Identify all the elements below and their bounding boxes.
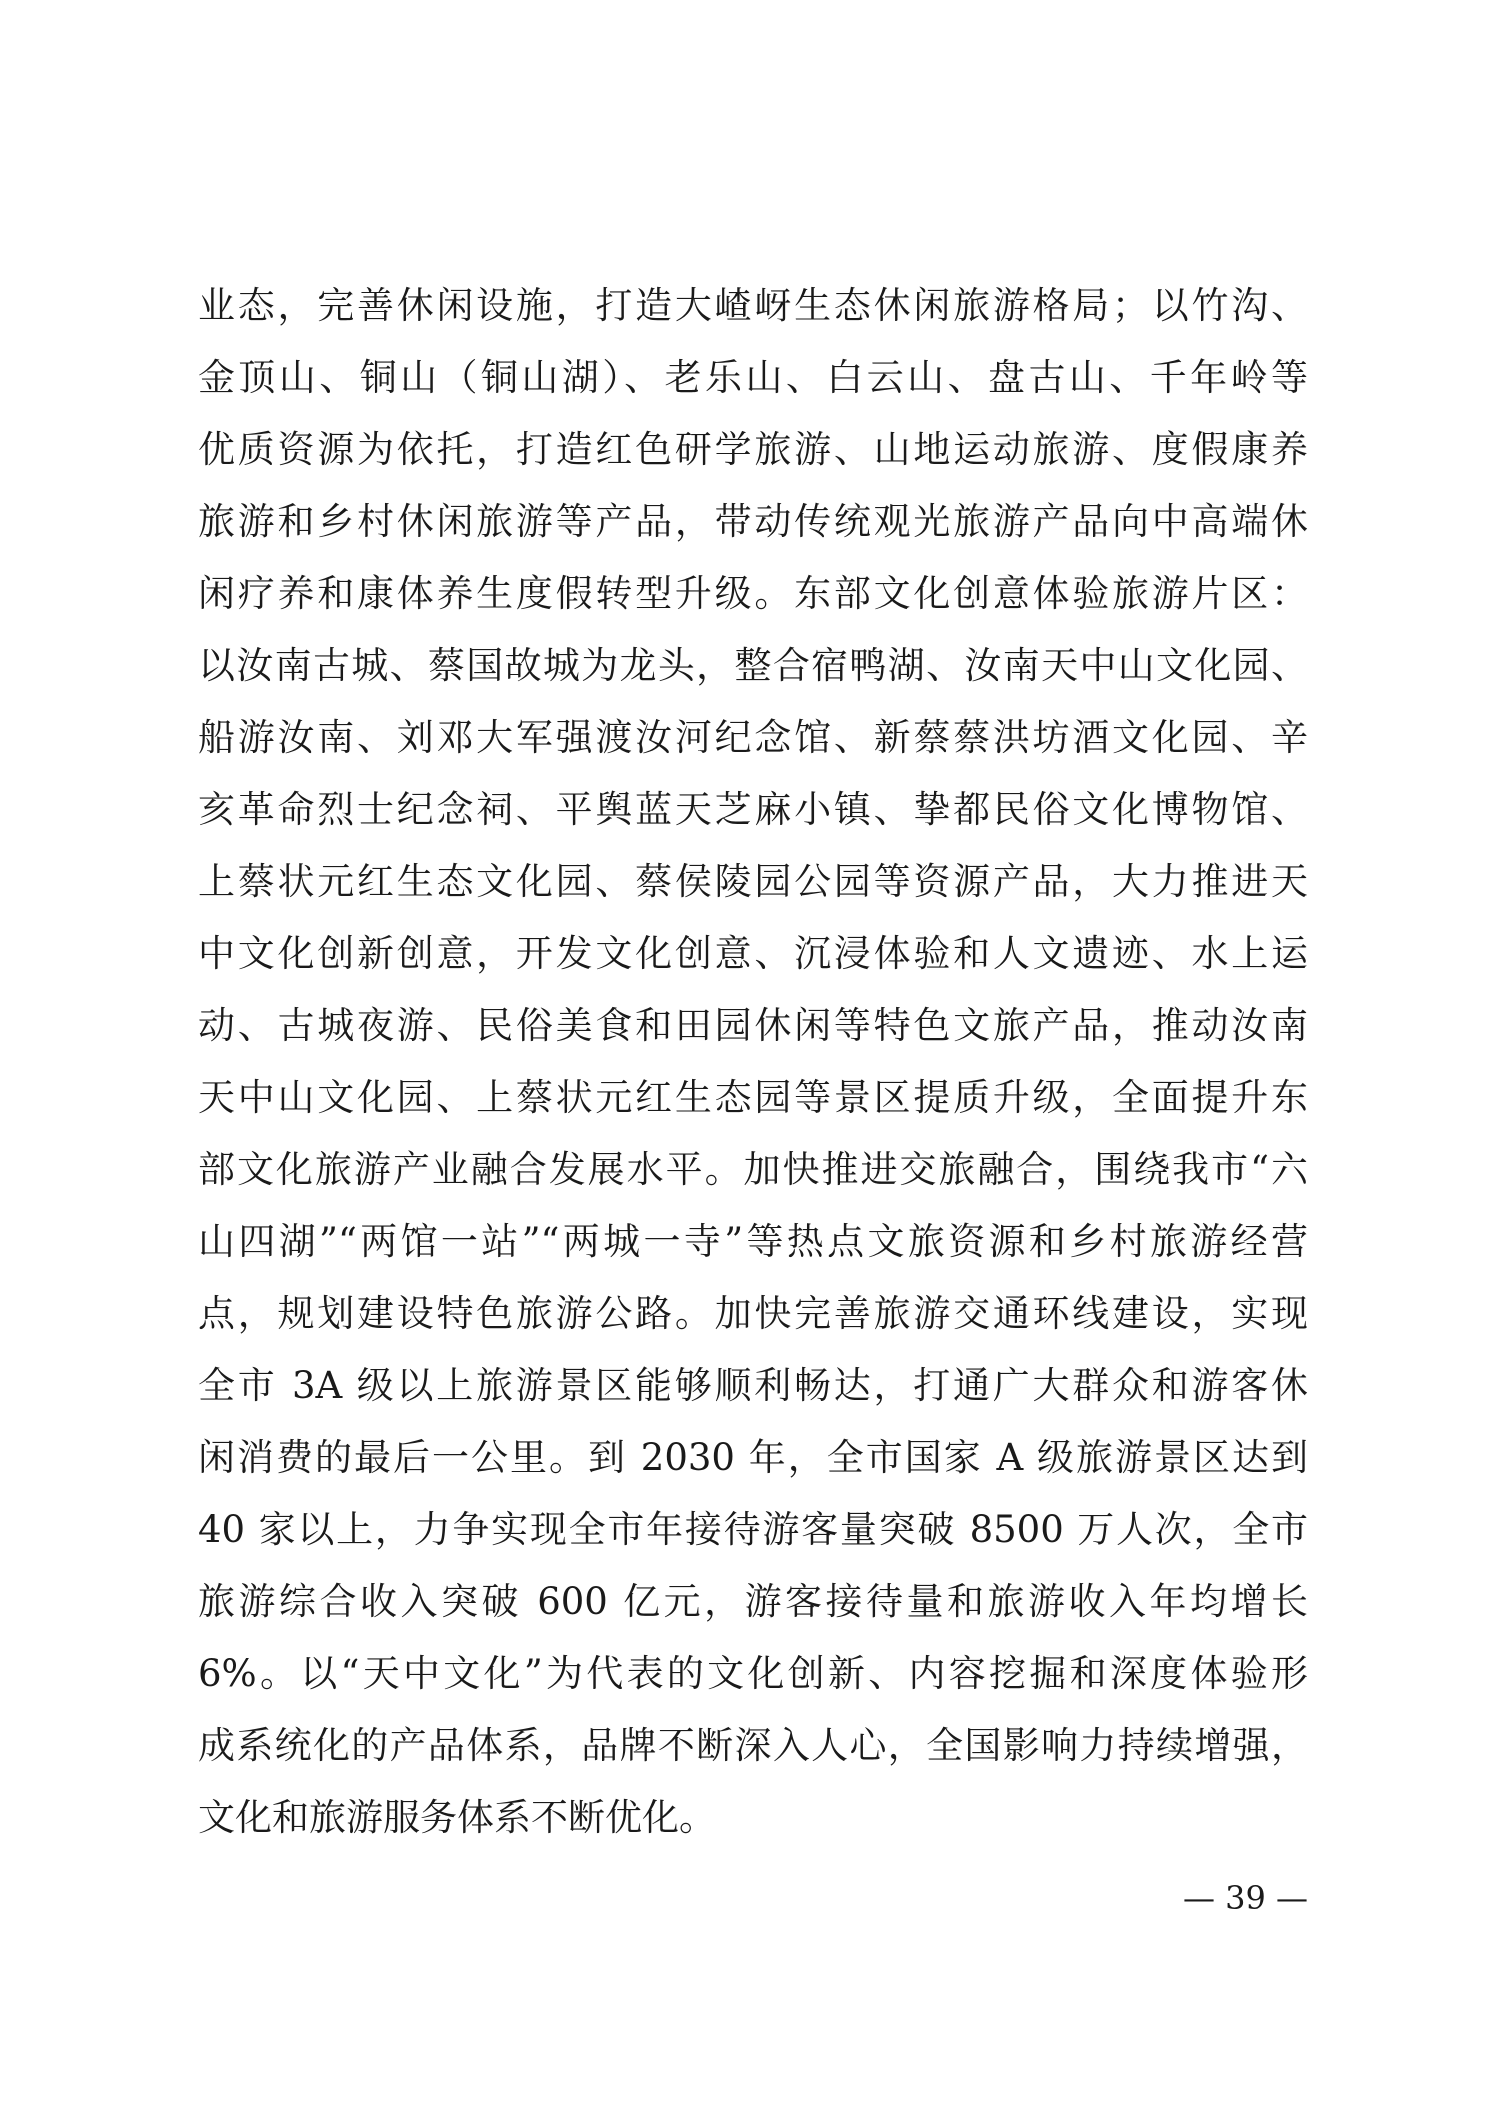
paragraph-line: 闲消费的最后一公里。到 2030 年，全市国家 A 级旅游景区达到 bbox=[198, 1436, 1308, 1479]
body-paragraph bbox=[198, 270, 1308, 1854]
paragraph-line: 文化和旅游服务体系不断优化。 bbox=[198, 1796, 716, 1839]
paragraph-line: 40 家以上，力争实现全市年接待游客量突破 8500 万人次，全市 bbox=[198, 1508, 1308, 1551]
paragraph-line: 旅游和乡村休闲旅游等产品，带动传统观光旅游产品向中高端休 bbox=[198, 500, 1308, 543]
paragraph-line: 点，规划建设特色旅游公路。加快完善旅游交通环线建设，实现 bbox=[198, 1292, 1308, 1335]
paragraph-line: 亥革命烈士纪念祠、平舆蓝天芝麻小镇、挚都民俗文化博物馆、 bbox=[198, 788, 1308, 831]
paragraph-line: 优质资源为依托，打造红色研学旅游、山地运动旅游、度假康养 bbox=[198, 428, 1308, 471]
paragraph-line: 天中山文化园、上蔡状元红生态园等景区提质升级，全面提升东 bbox=[198, 1076, 1308, 1119]
paragraph-line: 山四湖”“两馆一站”“两城一寺”等热点文旅资源和乡村旅游经营 bbox=[198, 1220, 1308, 1263]
paragraph-line: 成系统化的产品体系，品牌不断深入人心，全国影响力持续增强， bbox=[198, 1724, 1308, 1767]
paragraph-line: 以汝南古城、蔡国故城为龙头，整合宿鸭湖、汝南天中山文化园、 bbox=[198, 644, 1308, 687]
paragraph-line: 闲疗养和康体养生度假转型升级。东部文化创意体验旅游片区： bbox=[198, 572, 1308, 615]
paragraph-line: 业态，完善休闲设施，打造大嵖岈生态休闲旅游格局；以竹沟、 bbox=[198, 284, 1308, 327]
paragraph-line: 部文化旅游产业融合发展水平。加快推进交旅融合，围绕我市“六 bbox=[198, 1148, 1308, 1191]
paragraph-line: 金顶山、铜山（铜山湖）、老乐山、白云山、盘古山、千年岭等 bbox=[198, 356, 1308, 399]
paragraph-line: 动、古城夜游、民俗美食和田园休闲等特色文旅产品，推动汝南 bbox=[198, 1004, 1308, 1047]
paragraph-line: 船游汝南、刘邓大军强渡汝河纪念馆、新蔡蔡洪坊酒文化园、辛 bbox=[198, 716, 1308, 759]
paragraph-line: 全市 3A 级以上旅游景区能够顺利畅达，打通广大群众和游客休 bbox=[198, 1364, 1308, 1407]
paragraph-line: 旅游综合收入突破 600 亿元，游客接待量和旅游收入年均增长 bbox=[198, 1580, 1308, 1623]
page-number: — 39 — bbox=[1182, 1879, 1308, 1917]
paragraph-line: 6%。以“天中文化”为代表的文化创新、内容挖掘和深度体验形 bbox=[198, 1652, 1308, 1695]
paragraph-line: 中文化创新创意，开发文化创意、沉浸体验和人文遗迹、水上运 bbox=[198, 932, 1308, 975]
paragraph-line: 上蔡状元红生态文化园、蔡侯陵园公园等资源产品，大力推进天 bbox=[198, 860, 1308, 903]
